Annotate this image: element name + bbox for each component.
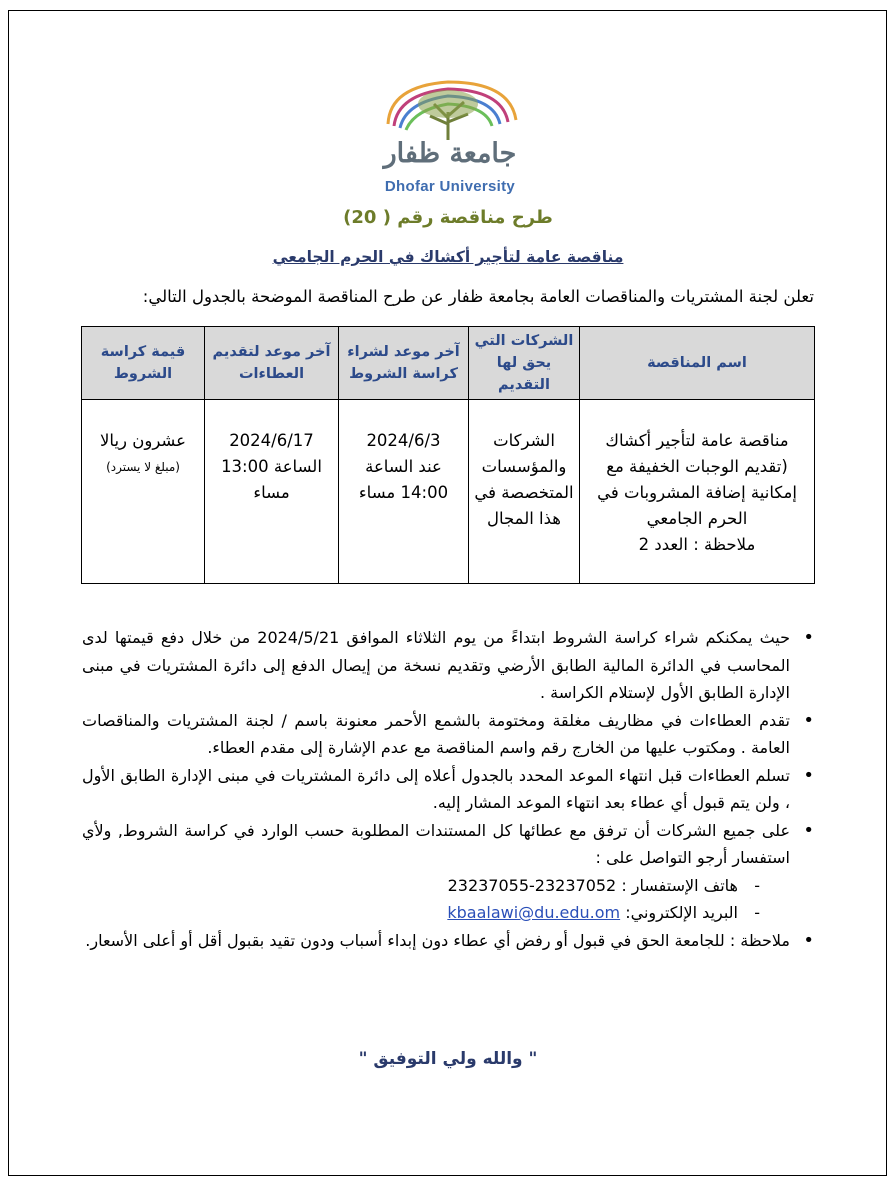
closing-text: " والله ولي التوفيق " xyxy=(358,1049,538,1069)
phone-number: 23237052-23237055 xyxy=(447,875,617,895)
terms-list xyxy=(82,624,814,954)
cell-note: ملاحظة : العدد 2 xyxy=(638,535,756,554)
list-item: • حيث يمكنكم شراء كراسة الشروط ابتداءً من يوم الثلاثاء الموافق 2024/5/21 من خلال دفع قيمتها لدى المحاسب في الدائرة المالية الطابق الأرضي وتقديم نسخة من إيصال الدفع إلى دائرة المشتريات في مبنى الإدارة الطابق الأول لإستلام الكراسة . xyxy=(82,624,814,707)
header-submission-deadline: آخر موعد لتقديم العطاءات xyxy=(205,327,339,400)
header-document-price: قيمة كراسة الشروط xyxy=(82,327,205,400)
phone-line: - هاتف الإستفسار : 23237052-23237055 xyxy=(82,872,790,900)
logo-english-text: Dhofar University xyxy=(384,178,516,195)
list-item: • على جميع الشركات أن ترفق مع عطائها كل المستندات المطلوبة حسب الوارد في كراسة الشروط, ولأي استفسار أرجو التواصل على : - هاتف الإستفسار : 23237052-23237055 - البريد الإلكتروني: kbaalawi@du.edu.om xyxy=(82,817,814,927)
list-item: • تقدم العطاءات في مظاريف مغلقة ومختومة بالشمع الأحمر معنونة باسم / لجنة المشتريات والمناقصات العامة . ومكتوب عليها من الخارج رقم واسم المناقصة مع عدم الإشارة إلى مقدم العطاء. xyxy=(82,707,814,762)
cell-purchase-deadline: 2024/6/3 عند الساعة 14:00 مساء xyxy=(339,400,469,584)
cell-document-price: عشرون ريالا (مبلغ لا يسترد) xyxy=(82,400,205,584)
tree-logo-icon xyxy=(360,74,540,144)
cell-companies: الشركات والمؤسسات المتخصصة في هذا المجال xyxy=(469,400,580,584)
tender-subtitle: مناقصة عامة لتأجير أكشاك في الحرم الجامعي xyxy=(272,248,624,266)
email-link[interactable]: kbaalawi@du.edu.om xyxy=(447,903,621,922)
tender-title: طرح مناقصة رقم ( 20) xyxy=(343,207,553,228)
header-purchase-deadline: آخر موعد لشراء كراسة الشروط xyxy=(339,327,469,400)
tender-table xyxy=(81,326,815,584)
header-eligible-companies: الشركات التي يحق لها التقديم xyxy=(469,327,580,400)
list-item: • تسلم العطاءات قبل انتهاء الموعد المحدد بالجدول أعلاه إلى دائرة المشتريات في مبنى الإدارة الطابق الأول ، ولن يتم قبول أي عطاء بعد انتهاء الموعد المشار إليه. xyxy=(82,762,814,817)
table-row xyxy=(82,400,815,584)
university-logo xyxy=(360,74,540,198)
list-item: • ملاحظة : للجامعة الحق في قبول أو رفض أي عطاء دون إبداء أسباب ودون تقيد بقبول أقل أو أعلى الأسعار. xyxy=(82,927,814,955)
email-line: - البريد الإلكتروني: kbaalawi@du.edu.om xyxy=(82,899,790,927)
cell-submission-deadline: 2024/6/17 الساعة 13:00 مساء xyxy=(205,400,339,584)
intro-text: تعلن لجنة المشتريات والمناقصات العامة بجامعة ظفار عن طرح المناقصة الموضحة بالجدول التالي: xyxy=(142,287,814,306)
cell-tender-name: مناقصة عامة لتأجير أكشاك (تقديم الوجبات الخفيفة مع إمكانية إضافة المشروبات في الحرم الجامعي ملاحظة : العدد 2 xyxy=(580,400,815,584)
table-header-row xyxy=(82,327,815,400)
header-tender-name: اسم المناقصة xyxy=(580,327,815,400)
logo-arabic-text: جامعة ظفار xyxy=(383,138,517,169)
